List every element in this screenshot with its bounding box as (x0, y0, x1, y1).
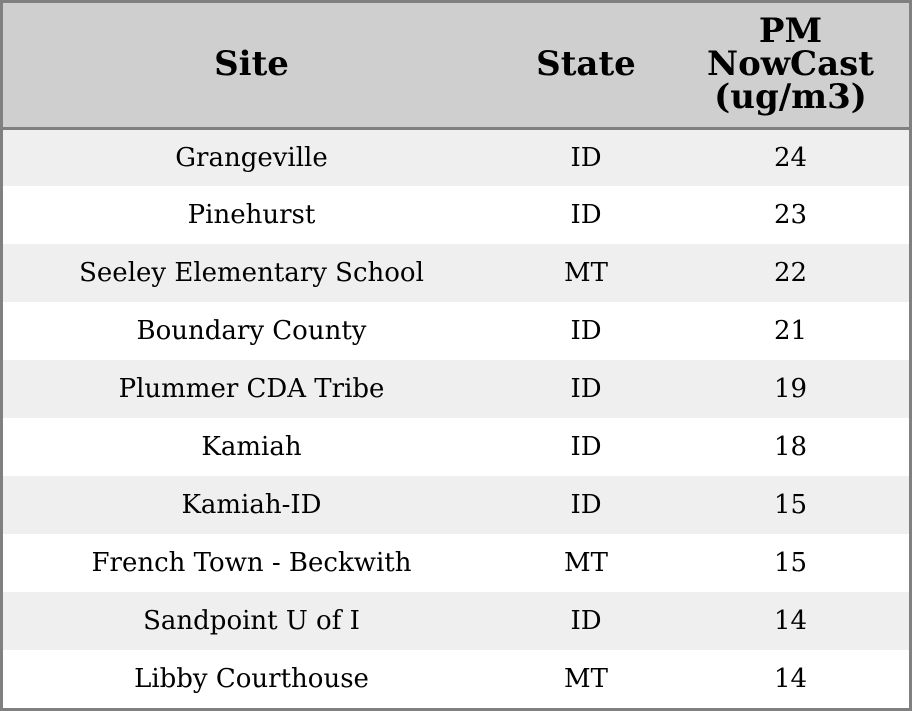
cell-state: ID (570, 432, 602, 462)
column-header-pm-nowcast (672, 3, 909, 128)
cell-state: ID (570, 374, 602, 404)
cell-pm: 22 (773, 258, 808, 288)
column-header-site: Site (3, 3, 500, 128)
cell-pm: 19 (773, 374, 808, 404)
cell-state: ID (570, 490, 602, 520)
cell-site: Libby Courthouse (134, 664, 369, 694)
column-header-pm-line-2: NowCast (707, 44, 874, 85)
pm-nowcast-table (3, 3, 909, 708)
table-row (3, 360, 909, 418)
cell-pm: 21 (773, 316, 808, 346)
cell-site: Kamiah-ID (181, 490, 322, 520)
cell-state: ID (570, 606, 602, 636)
cell-state: MT (564, 548, 608, 578)
table-row (3, 592, 909, 650)
table-header (3, 3, 909, 128)
cell-pm: 18 (773, 432, 808, 462)
cell-pm: 15 (773, 548, 808, 578)
table-row (3, 186, 909, 244)
cell-pm: 14 (773, 664, 808, 694)
cell-site: Boundary County (136, 316, 367, 346)
cell-site: Kamiah (201, 432, 302, 462)
cell-pm: 15 (773, 490, 808, 520)
cell-state: ID (570, 142, 602, 173)
cell-site: Pinehurst (187, 200, 316, 230)
table-row (3, 244, 909, 302)
cell-state: MT (564, 258, 608, 288)
column-header-pm-line-1: PM (758, 11, 823, 52)
column-header-state: State (500, 3, 672, 128)
cell-state: ID (570, 316, 602, 346)
cell-site: Grangeville (175, 142, 328, 173)
cell-pm: 23 (773, 200, 808, 230)
cell-pm: 14 (773, 606, 808, 636)
cell-site: Plummer CDA Tribe (118, 374, 385, 404)
table-row (3, 302, 909, 360)
header-row (3, 3, 909, 128)
cell-site: French Town - Beckwith (91, 548, 412, 578)
cell-pm: 24 (773, 142, 808, 173)
table-body (3, 128, 909, 708)
cell-site: Sandpoint U of I (143, 606, 360, 636)
table-row (3, 418, 909, 476)
table-row (3, 534, 909, 592)
column-header-pm-line-3: (ug/m3) (714, 77, 867, 118)
cell-state: ID (570, 200, 602, 230)
cell-site: Seeley Elementary School (79, 258, 424, 288)
cell-state: MT (564, 664, 608, 694)
table-row (3, 650, 909, 708)
table-row (3, 476, 909, 534)
table-row (3, 128, 909, 186)
